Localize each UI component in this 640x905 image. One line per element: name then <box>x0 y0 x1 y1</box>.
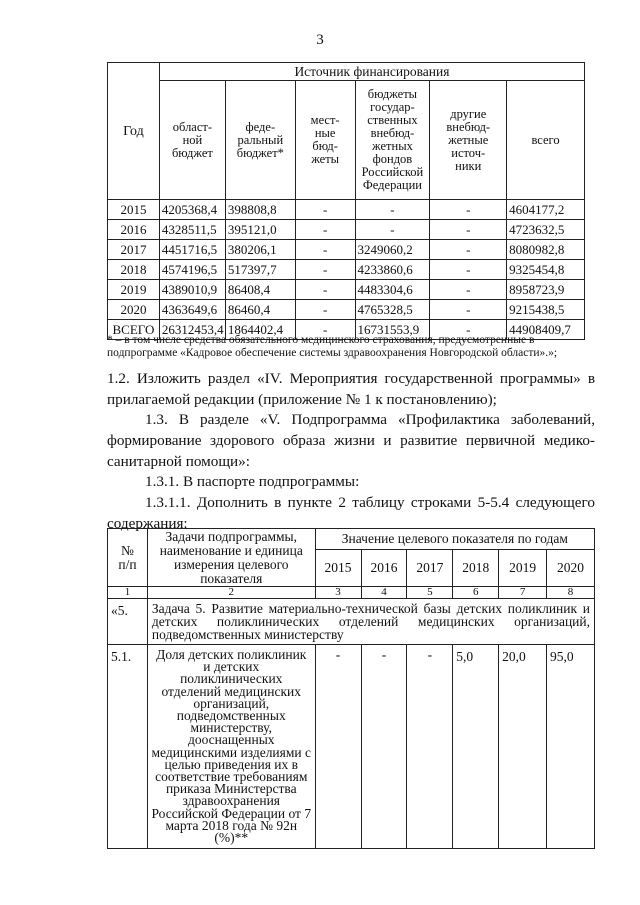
fin-cell-funds: 4233860,6 <box>355 260 430 280</box>
fin-col-year: Год <box>108 63 160 200</box>
fin-cell-year: 2020 <box>108 300 160 320</box>
task-5-text: Задача 5. Развитие материально-технической базы детских поликлиник и детских поликлинических отделений медицинских организаций, подведомственных министерству <box>147 599 594 645</box>
fin-cell-regional: 26312453,4 <box>159 320 225 340</box>
fin-cell-federal: 1864402,4 <box>225 320 295 340</box>
fin-col-other: другие внебюд- жетные источ- ники <box>430 81 507 200</box>
fin-cell-funds: 4483304,6 <box>355 280 430 300</box>
indicator-5-1-num: 5.1. <box>108 645 148 849</box>
fin-col-regional: област- ной бюджет <box>159 81 225 200</box>
fin-cell-federal: 86460,4 <box>225 300 295 320</box>
fin-row <box>108 240 585 260</box>
fin-row <box>108 300 585 320</box>
paragraph-1-3-1: 1.3.1. В паспорте подпрограммы: <box>145 473 360 490</box>
indicator-5-1-value: 20,0 <box>499 645 547 849</box>
fin-cell-year: 2016 <box>108 220 160 240</box>
ind-index-cell: 4 <box>361 587 407 599</box>
paragraph-1-3-1-1: 1.3.1.1. Дополнить в пункте 2 таблицу строками 5-5.4 следующего содержания: <box>107 494 595 532</box>
fin-row <box>108 280 585 300</box>
ind-col-task: Задачи подпрограммы, наименование и единица измерения целевого показателя <box>147 529 315 587</box>
fin-cell-total: 4723632,5 <box>507 220 585 240</box>
footnote: * – в том числе средства обязательного медицинского страхования, предусмотренные в подпрограмме «Кадровое обеспечение системы здравоохранения Новгородской области».»; <box>107 334 558 359</box>
fin-cell-year: ВСЕГО <box>108 320 160 340</box>
fin-cell-local: - <box>295 260 355 280</box>
fin-cell-total: 44908409,7 <box>507 320 585 340</box>
ind-group-header: Значение целевого показателя по годам <box>315 529 594 550</box>
fin-row <box>108 260 585 280</box>
fin-cell-federal: 380206,1 <box>225 240 295 260</box>
fin-cell-local: - <box>295 200 355 220</box>
fin-cell-funds: 4765328,5 <box>355 300 430 320</box>
fin-cell-total: 9215438,5 <box>507 300 585 320</box>
ind-year-2016: 2016 <box>361 550 407 587</box>
fin-cell-year: 2019 <box>108 280 160 300</box>
fin-cell-regional: 4328511,5 <box>159 220 225 240</box>
fin-cell-other: - <box>430 220 507 240</box>
fin-cell-regional: 4205368,4 <box>159 200 225 220</box>
ind-index-cell: 1 <box>108 587 148 599</box>
fin-row <box>108 200 585 220</box>
fin-col-funds: бюджеты государ- ственных внебюд- жетных фондов Российской Федерации <box>355 81 430 200</box>
fin-cell-other: - <box>430 200 507 220</box>
indicator-5-1-value: - <box>407 645 453 849</box>
fin-cell-federal: 398808,8 <box>225 200 295 220</box>
task-5-num: «5. <box>108 599 148 645</box>
fin-cell-other: - <box>430 280 507 300</box>
indicator-5-1-value: 5,0 <box>453 645 499 849</box>
paragraph-1-2: 1.2. Изложить раздел «IV. Мероприятия государственной программы» в прилагаемой редакции (приложение № 1 к постановлению); <box>107 370 595 408</box>
fin-cell-local: - <box>295 220 355 240</box>
financing-table <box>107 62 585 340</box>
fin-cell-funds: - <box>355 200 430 220</box>
fin-cell-year: 2017 <box>108 240 160 260</box>
ind-index-cell: 7 <box>499 587 547 599</box>
ind-year-2019: 2019 <box>499 550 547 587</box>
fin-cell-total: 8958723,9 <box>507 280 585 300</box>
fin-col-federal: феде- ральный бюджет* <box>225 81 295 200</box>
ind-index-cell: 6 <box>453 587 499 599</box>
ind-index-cell: 8 <box>547 587 595 599</box>
fin-cell-funds: - <box>355 220 430 240</box>
indicator-5-1-value: 95,0 <box>547 645 595 849</box>
ind-year-2020: 2020 <box>547 550 595 587</box>
fin-cell-total: 4604177,2 <box>507 200 585 220</box>
ind-index-cell: 2 <box>147 587 315 599</box>
fin-cell-funds: 16731553,9 <box>355 320 430 340</box>
fin-cell-local: - <box>295 300 355 320</box>
fin-row <box>108 220 585 240</box>
fin-cell-other: - <box>430 320 507 340</box>
fin-group-header: Источник финансирования <box>159 63 584 81</box>
fin-cell-total: 9325454,8 <box>507 260 585 280</box>
indicator-table <box>107 528 595 849</box>
fin-cell-funds: 3249060,2 <box>355 240 430 260</box>
fin-col-total: всего <box>507 81 585 200</box>
ind-year-2017: 2017 <box>407 550 453 587</box>
fin-cell-local: - <box>295 280 355 300</box>
fin-cell-regional: 4574196,5 <box>159 260 225 280</box>
ind-year-2018: 2018 <box>453 550 499 587</box>
fin-cell-local: - <box>295 240 355 260</box>
fin-cell-regional: 4363649,6 <box>159 300 225 320</box>
fin-cell-local: - <box>295 320 355 340</box>
ind-index-cell: 5 <box>407 587 453 599</box>
ind-index-cell: 3 <box>315 587 361 599</box>
ind-year-2015: 2015 <box>315 550 361 587</box>
fin-cell-year: 2015 <box>108 200 160 220</box>
fin-cell-other: - <box>430 260 507 280</box>
indicator-5-1-value: - <box>315 645 361 849</box>
fin-cell-regional: 4389010,9 <box>159 280 225 300</box>
fin-cell-federal: 517397,7 <box>225 260 295 280</box>
fin-cell-federal: 395121,0 <box>225 220 295 240</box>
fin-cell-total: 8080982,8 <box>507 240 585 260</box>
fin-col-local: мест- ные бюд- жеты <box>295 81 355 200</box>
fin-cell-year: 2018 <box>108 260 160 280</box>
fin-cell-other: - <box>430 240 507 260</box>
indicator-5-1-text: Доля детских поликлиник и детских поликлинических отделений медицинских организаций, подведомственных министерству, дооснащенных медицинскими изделиями с целью приведения их в соответствие требованиям приказа Министерства здравоохранения Российской Федерации от 7 марта 2018 года № 92н (%)** <box>147 645 315 849</box>
fin-cell-regional: 4451716,5 <box>159 240 225 260</box>
indicator-5-1-value: - <box>361 645 407 849</box>
page-number: 3 <box>316 32 324 48</box>
fin-cell-federal: 86408,4 <box>225 280 295 300</box>
paragraph-1-3: 1.3. В разделе «V. Подпрограмма «Профилактика заболеваний, формирование здорового образа жизни и развитие первичной медико-санитарной помощи»: <box>107 411 595 470</box>
fin-cell-other: - <box>430 300 507 320</box>
ind-col-num: № п/п <box>108 529 148 587</box>
